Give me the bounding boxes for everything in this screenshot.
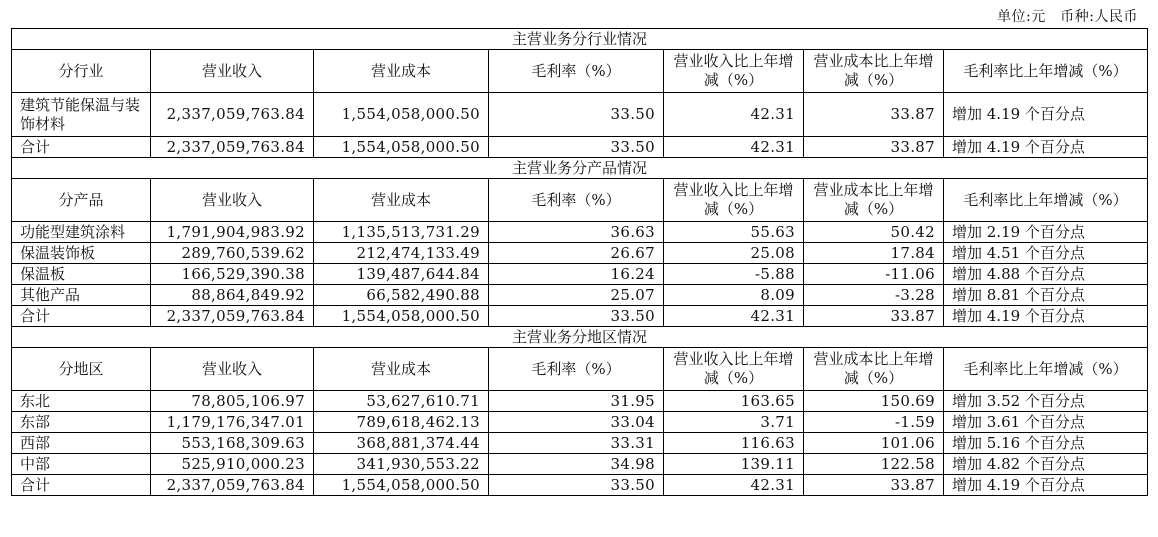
- cell-cost: 139,487,644.84: [314, 264, 489, 285]
- cell-cost-change: -11.06: [804, 264, 944, 285]
- header-margin: 毛利率（%）: [489, 348, 664, 391]
- header-cost: 营业成本: [314, 179, 489, 222]
- cell-cost: 66,582,490.88: [314, 285, 489, 306]
- cell-cost-change: 150.69: [804, 391, 944, 412]
- header-cost: 营业成本: [314, 348, 489, 391]
- cell-cost: 212,474,133.49: [314, 243, 489, 264]
- cell-revenue-change: 163.65: [664, 391, 804, 412]
- cell-cost-change: -3.28: [804, 285, 944, 306]
- table-row: [12, 93, 1148, 137]
- table-body: [12, 29, 1148, 496]
- row-label: 东部: [12, 412, 151, 433]
- cell-margin: 36.63: [489, 222, 664, 243]
- cell-revenue: 525,910,000.23: [151, 454, 314, 475]
- cell-cost-change: 33.87: [804, 306, 944, 327]
- table-row: [12, 137, 1148, 158]
- cell-cost: 1,554,058,000.50: [314, 306, 489, 327]
- table-row: [12, 264, 1148, 285]
- cell-revenue: 166,529,390.38: [151, 264, 314, 285]
- row-label: 中部: [12, 454, 151, 475]
- cell-margin-change: 增加 3.61 个百分点: [944, 412, 1148, 433]
- section-title: 主营业务分行业情况: [12, 29, 1148, 50]
- section-title-row: [12, 158, 1148, 179]
- header-margin: 毛利率（%）: [489, 50, 664, 93]
- table-row: [12, 412, 1148, 433]
- header-category: 分行业: [12, 50, 151, 93]
- cell-cost-change: 17.84: [804, 243, 944, 264]
- row-label: 西部: [12, 433, 151, 454]
- cell-revenue-change: 42.31: [664, 475, 804, 496]
- cell-margin-change: 增加 4.88 个百分点: [944, 264, 1148, 285]
- table-row: [12, 475, 1148, 496]
- cell-margin: 25.07: [489, 285, 664, 306]
- header-margin-change: 毛利率比上年增减（%）: [944, 179, 1148, 222]
- column-header-row: [12, 179, 1148, 222]
- row-label: 功能型建筑涂料: [12, 222, 151, 243]
- cell-cost-change: 33.87: [804, 475, 944, 496]
- cell-margin-change: 增加 8.81 个百分点: [944, 285, 1148, 306]
- cell-margin-change: 增加 4.19 个百分点: [944, 475, 1148, 496]
- cell-cost-change: 122.58: [804, 454, 944, 475]
- table-row: [12, 433, 1148, 454]
- row-label: 合计: [12, 306, 151, 327]
- cell-cost-change: 101.06: [804, 433, 944, 454]
- cell-revenue: 2,337,059,763.84: [151, 137, 314, 158]
- cell-revenue-change: -5.88: [664, 264, 804, 285]
- cell-revenue-change: 139.11: [664, 454, 804, 475]
- row-label: 保温板: [12, 264, 151, 285]
- header-category: 分产品: [12, 179, 151, 222]
- row-label: 合计: [12, 137, 151, 158]
- cell-margin-change: 增加 4.82 个百分点: [944, 454, 1148, 475]
- cell-cost-change: 33.87: [804, 93, 944, 137]
- table-row: [12, 243, 1148, 264]
- header-cost: 营业成本: [314, 50, 489, 93]
- unit-currency-label: 单位:元 币种:人民币: [997, 9, 1138, 25]
- cell-margin: 33.04: [489, 412, 664, 433]
- cell-revenue-change: 116.63: [664, 433, 804, 454]
- header-margin: 毛利率（%）: [489, 179, 664, 222]
- cell-revenue-change: 42.31: [664, 93, 804, 137]
- header-revenue-change: 营业收入比上年增减（%）: [664, 348, 804, 391]
- table-row: [12, 306, 1148, 327]
- cell-margin: 33.50: [489, 93, 664, 137]
- cell-margin: 33.50: [489, 306, 664, 327]
- row-label: 保温装饰板: [12, 243, 151, 264]
- cell-cost: 341,930,553.22: [314, 454, 489, 475]
- cell-margin-change: 增加 2.19 个百分点: [944, 222, 1148, 243]
- header-revenue-change: 营业收入比上年增减（%）: [664, 179, 804, 222]
- cell-cost-change: 50.42: [804, 222, 944, 243]
- table-row: [12, 391, 1148, 412]
- cell-revenue-change: 25.08: [664, 243, 804, 264]
- header-margin-change: 毛利率比上年增减（%）: [944, 348, 1148, 391]
- cell-revenue: 78,805,106.97: [151, 391, 314, 412]
- cell-revenue-change: 55.63: [664, 222, 804, 243]
- cell-margin-change: 增加 3.52 个百分点: [944, 391, 1148, 412]
- cell-revenue: 88,864,849.92: [151, 285, 314, 306]
- column-header-row: [12, 50, 1148, 93]
- header-cost-change: 营业成本比上年增减（%）: [804, 50, 944, 93]
- main-business-table: [11, 28, 1148, 496]
- cell-margin-change: 增加 4.19 个百分点: [944, 137, 1148, 158]
- section-title: 主营业务分产品情况: [12, 158, 1148, 179]
- row-label: 其他产品: [12, 285, 151, 306]
- header-category: 分地区: [12, 348, 151, 391]
- table-row: [12, 285, 1148, 306]
- cell-cost: 1,554,058,000.50: [314, 137, 489, 158]
- cell-revenue: 2,337,059,763.84: [151, 306, 314, 327]
- cell-cost: 53,627,610.71: [314, 391, 489, 412]
- cell-revenue: 1,179,176,347.01: [151, 412, 314, 433]
- cell-revenue: 553,168,309.63: [151, 433, 314, 454]
- cell-cost: 789,618,462.13: [314, 412, 489, 433]
- cell-cost-change: -1.59: [804, 412, 944, 433]
- header-revenue: 营业收入: [151, 348, 314, 391]
- row-label: 建筑节能保温与装饰材料: [12, 93, 151, 137]
- table-row: [12, 454, 1148, 475]
- cell-margin-change: 增加 4.19 个百分点: [944, 93, 1148, 137]
- table-row: [12, 222, 1148, 243]
- cell-margin: 26.67: [489, 243, 664, 264]
- header-margin-change: 毛利率比上年增减（%）: [944, 50, 1148, 93]
- cell-cost: 1,554,058,000.50: [314, 475, 489, 496]
- cell-margin: 31.95: [489, 391, 664, 412]
- header-cost-change: 营业成本比上年增减（%）: [804, 179, 944, 222]
- cell-cost: 1,554,058,000.50: [314, 93, 489, 137]
- header-revenue-change: 营业收入比上年增减（%）: [664, 50, 804, 93]
- row-label: 合计: [12, 475, 151, 496]
- cell-cost-change: 33.87: [804, 137, 944, 158]
- cell-revenue: 2,337,059,763.84: [151, 475, 314, 496]
- cell-revenue-change: 42.31: [664, 137, 804, 158]
- cell-margin: 33.50: [489, 137, 664, 158]
- cell-margin-change: 增加 5.16 个百分点: [944, 433, 1148, 454]
- header-revenue: 营业收入: [151, 50, 314, 93]
- cell-margin-change: 增加 4.19 个百分点: [944, 306, 1148, 327]
- cell-margin: 16.24: [489, 264, 664, 285]
- header-cost-change: 营业成本比上年增减（%）: [804, 348, 944, 391]
- section-title-row: [12, 327, 1148, 348]
- cell-revenue-change: 3.71: [664, 412, 804, 433]
- cell-revenue-change: 42.31: [664, 306, 804, 327]
- cell-revenue: 2,337,059,763.84: [151, 93, 314, 137]
- cell-margin: 34.98: [489, 454, 664, 475]
- cell-cost: 1,135,513,731.29: [314, 222, 489, 243]
- cell-revenue: 289,760,539.62: [151, 243, 314, 264]
- header-revenue: 营业收入: [151, 179, 314, 222]
- row-label: 东北: [12, 391, 151, 412]
- cell-cost: 368,881,374.44: [314, 433, 489, 454]
- section-title: 主营业务分地区情况: [12, 327, 1148, 348]
- cell-revenue: 1,791,904,983.92: [151, 222, 314, 243]
- cell-margin-change: 增加 4.51 个百分点: [944, 243, 1148, 264]
- cell-margin: 33.31: [489, 433, 664, 454]
- cell-revenue-change: 8.09: [664, 285, 804, 306]
- cell-margin: 33.50: [489, 475, 664, 496]
- section-title-row: [12, 29, 1148, 50]
- column-header-row: [12, 348, 1148, 391]
